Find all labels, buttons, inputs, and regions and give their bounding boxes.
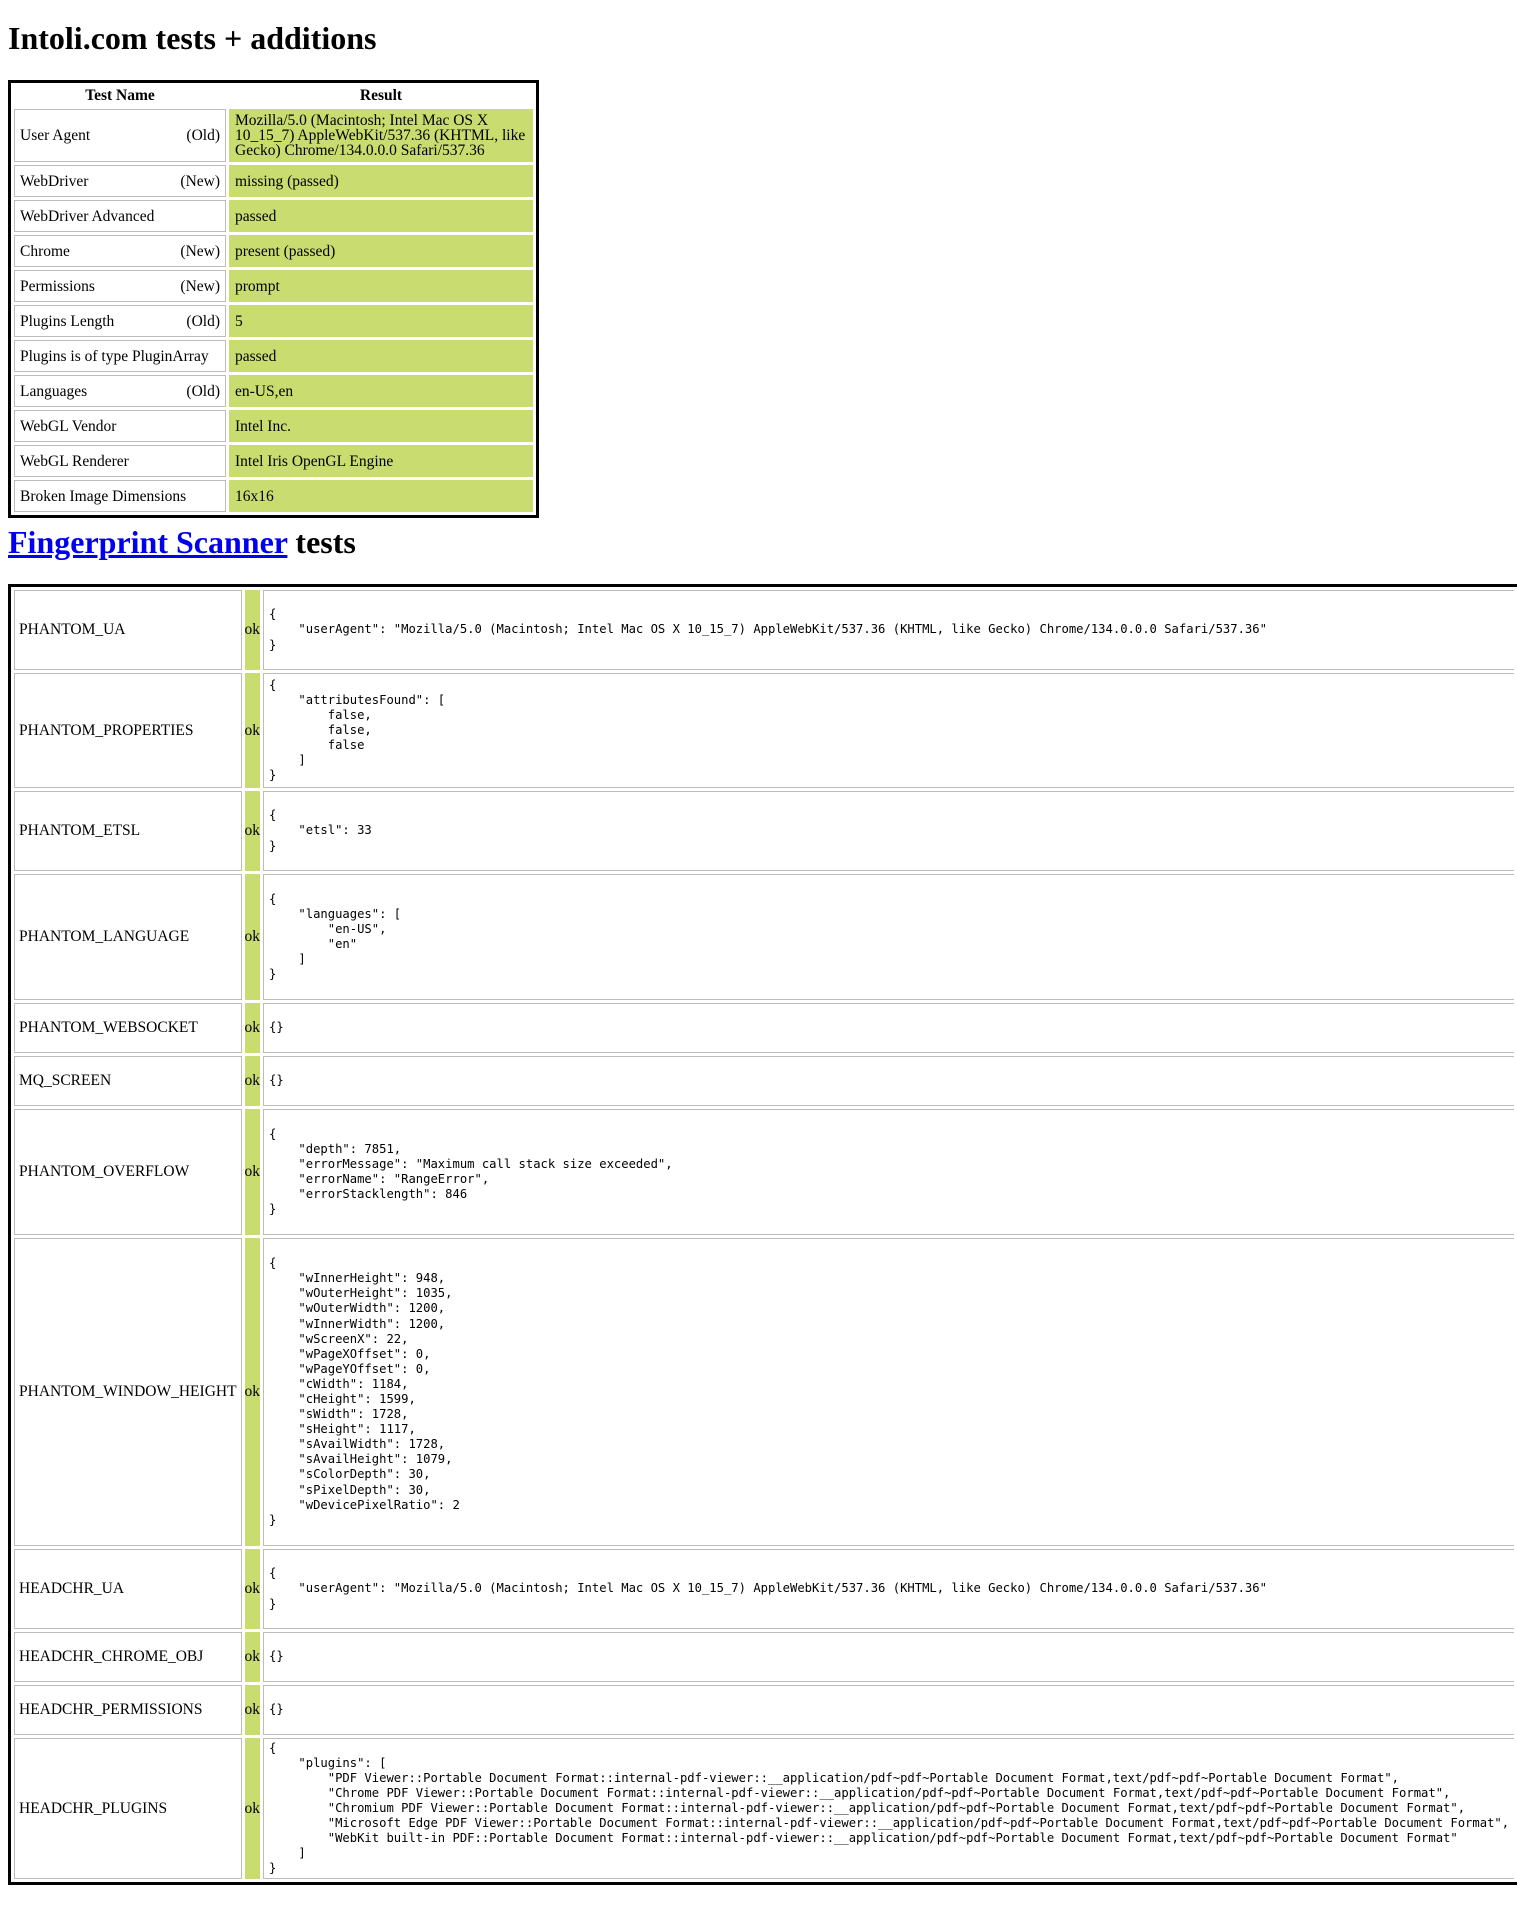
test-name: WebDriver [20,172,89,190]
test-name-header: Test Name [85,87,155,104]
test-result: passed [229,340,533,372]
fingerprint-results-table [8,584,1517,1885]
intoli-row [14,305,533,337]
fingerprint-test-data [263,1238,1514,1546]
fingerprint-test-name: PHANTOM_WINDOW_HEIGHT [14,1238,242,1546]
result-header: Result [359,87,403,104]
test-name-cell [14,375,226,407]
fingerprint-row [14,1056,1514,1106]
fingerprint-json: { "userAgent": "Mozilla/5.0 (Macintosh; Intel Mac OS X 10_15_7) AppleWebKit/537.36 (KHTML, like Gecko) Chrome/134.0.0.0 Safari/537.36" } [269,607,1267,652]
fingerprint-json: {} [269,1649,284,1664]
fingerprint-json: { "attributesFound": [ false, false, false ] } [269,677,446,783]
test-name-cell [14,410,226,442]
fingerprint-test-status: ok [245,1003,261,1053]
fingerprint-row [14,1549,1514,1629]
intoli-row [14,109,533,162]
test-tag: (New) [180,277,220,295]
fingerprint-json: {} [269,1020,284,1035]
fingerprint-test-name: PHANTOM_OVERFLOW [14,1109,242,1235]
fingerprint-test-data [263,1003,1514,1053]
fingerprint-row [14,791,1514,871]
fingerprint-json: {} [269,1073,284,1088]
test-tag: (Old) [186,127,220,144]
fingerprint-test-status: ok [245,1685,261,1735]
fingerprint-test-data [263,1632,1514,1682]
intoli-title: Intoli.com tests + additions [8,20,377,56]
test-name: Plugins Length [20,312,115,330]
fingerprint-row [14,1632,1514,1682]
test-name: WebGL Renderer [20,452,129,470]
fingerprint-row [14,1003,1514,1053]
test-result: passed [229,200,533,232]
intoli-row [14,410,533,442]
fingerprint-row [14,1738,1514,1879]
fingerprint-test-status: ok [245,1238,261,1546]
intoli-row [14,480,533,512]
fingerprint-test-data [263,1685,1514,1735]
fingerprint-json: { "wInnerHeight": 948, "wOuterHeight": 1035, "wOuterWidth": 1200, "wInnerWidth": 1200, "wScreenX": 22, "wPageXOffset": 0, "wPageYOffset": 0, "cWidth": 1184, "cHeight": 1599, "sWidth": 1728, "sHeight": 1117, "sAvailWidth": 1728, "sAvailHeight": 1079, "sColorDepth": 30, "sPixelDepth": 30, "wDevicePixelRatio": 2 } [269,1256,460,1527]
fingerprint-test-status: ok [245,1109,261,1235]
test-result: missing (passed) [229,165,533,197]
fingerprint-test-name: PHANTOM_WEBSOCKET [14,1003,242,1053]
fingerprint-scanner-link[interactable]: Fingerprint Scanner [8,524,288,560]
intoli-row [14,165,533,197]
test-name: Broken Image Dimensions [20,487,187,505]
fingerprint-test-status: ok [245,1549,261,1629]
fingerprint-title-suffix: tests [287,524,356,560]
test-name-cell [14,270,226,302]
fingerprint-test-status: ok [245,673,261,788]
test-result: prompt [229,270,533,302]
fingerprint-json: { "plugins": [ "PDF Viewer::Portable Document Format::internal-pdf-viewer::__application/pdf~pdf~Portable Document Format,text/pdf~pdf~Portable Document Format", "Chrome PDF Viewer::Portable Document Format::internal-pdf-viewer::__application/pdf~pdf~Portable Document Format,text/pdf~pdf~Portable Document Format", "Chromium PDF Viewer::Portable Document Format::internal-pdf-viewer::__application/pdf~pdf~Portable Document Format,text/pdf~pdf~Portable Document Format", "Microsoft Edge PDF Viewer::Portable Document Format::internal-pdf-viewer::__application/pdf~pdf~Portable Document Format,text/pdf~pdf~Portable Document Format", "WebKit built-in PDF::Portable Document Format::internal-pdf-viewer::__application/pdf~pdf~Portable Document Format,text/pdf~pdf~Portable Document Format" ] } [269,1740,1510,1876]
test-tag: (Old) [186,312,220,330]
test-name: User Agent [20,127,91,144]
test-name-cell [14,480,226,512]
test-name-cell [14,445,226,477]
fingerprint-test-name: HEADCHR_CHROME_OBJ [14,1632,242,1682]
test-name: Permissions [20,277,95,295]
test-name-cell [14,305,226,337]
test-result: 5 [229,305,533,337]
fingerprint-row [14,1109,1514,1235]
intoli-row [14,235,533,267]
fingerprint-test-data [263,673,1514,788]
test-name: WebDriver Advanced [20,207,155,225]
intoli-results-table [8,80,539,518]
fingerprint-test-name: MQ_SCREEN [14,1056,242,1106]
fingerprint-title [8,524,356,561]
test-name-cell [14,200,226,232]
test-tag: (Old) [186,382,220,400]
intoli-row [14,200,533,232]
fingerprint-test-status: ok [245,791,261,871]
fingerprint-row [14,1685,1514,1735]
intoli-row [14,270,533,302]
fingerprint-json: { "userAgent": "Mozilla/5.0 (Macintosh; Intel Mac OS X 10_15_7) AppleWebKit/537.36 (KHTML, like Gecko) Chrome/134.0.0.0 Safari/537.36" } [269,1566,1267,1611]
fingerprint-test-data [263,1549,1514,1629]
intoli-header-row [14,86,533,106]
fingerprint-test-data [263,590,1514,670]
intoli-row [14,340,533,372]
fingerprint-row [14,673,1514,788]
fingerprint-row [14,590,1514,670]
fingerprint-test-data [263,1109,1514,1235]
fingerprint-json: { "languages": [ "en-US", "en" ] } [269,891,402,982]
fingerprint-row [14,1238,1514,1546]
test-result: present (passed) [229,235,533,267]
fingerprint-test-name: HEADCHR_UA [14,1549,242,1629]
fingerprint-test-name: PHANTOM_PROPERTIES [14,673,242,788]
test-name-cell [14,235,226,267]
fingerprint-test-name: HEADCHR_PERMISSIONS [14,1685,242,1735]
fingerprint-json: { "etsl": 33 } [269,808,372,853]
fingerprint-test-name: HEADCHR_PLUGINS [14,1738,242,1879]
test-name-cell [14,165,226,197]
fingerprint-test-status: ok [245,1738,261,1879]
test-result: Intel Iris OpenGL Engine [229,445,533,477]
fingerprint-json: {} [269,1702,284,1717]
fingerprint-test-data [263,791,1514,871]
test-name-cell [14,340,226,372]
fingerprint-test-data [263,1738,1514,1879]
test-name: Chrome [20,242,70,260]
test-name-cell [14,109,226,162]
test-name: Plugins is of type PluginArray [20,347,209,365]
test-result: Intel Inc. [229,410,533,442]
test-result: 16x16 [229,480,533,512]
intoli-row [14,445,533,477]
fingerprint-test-name: PHANTOM_UA [14,590,242,670]
fingerprint-test-name: PHANTOM_ETSL [14,791,242,871]
intoli-row [14,375,533,407]
fingerprint-test-status: ok [245,590,261,670]
test-name: WebGL Vendor [20,417,117,435]
fingerprint-test-status: ok [245,874,261,1000]
test-name: Languages [20,382,88,400]
fingerprint-test-status: ok [245,1056,261,1106]
fingerprint-test-status: ok [245,1632,261,1682]
fingerprint-test-data [263,1056,1514,1106]
test-tag: (New) [180,172,220,190]
fingerprint-row [14,874,1514,1000]
test-tag: (New) [180,242,220,260]
test-result: en-US,en [229,375,533,407]
fingerprint-test-data [263,874,1514,1000]
fingerprint-json: { "depth": 7851, "errorMessage": "Maximum call stack size exceeded", "errorName": "RangeError", "errorStacklength": 846 } [269,1126,673,1217]
fingerprint-test-name: PHANTOM_LANGUAGE [14,874,242,1000]
test-result: Mozilla/5.0 (Macintosh; Intel Mac OS X 10_15_7) AppleWebKit/537.36 (KHTML, like Gecko) Chrome/134.0.0.0 Safari/537.36 [229,109,533,162]
